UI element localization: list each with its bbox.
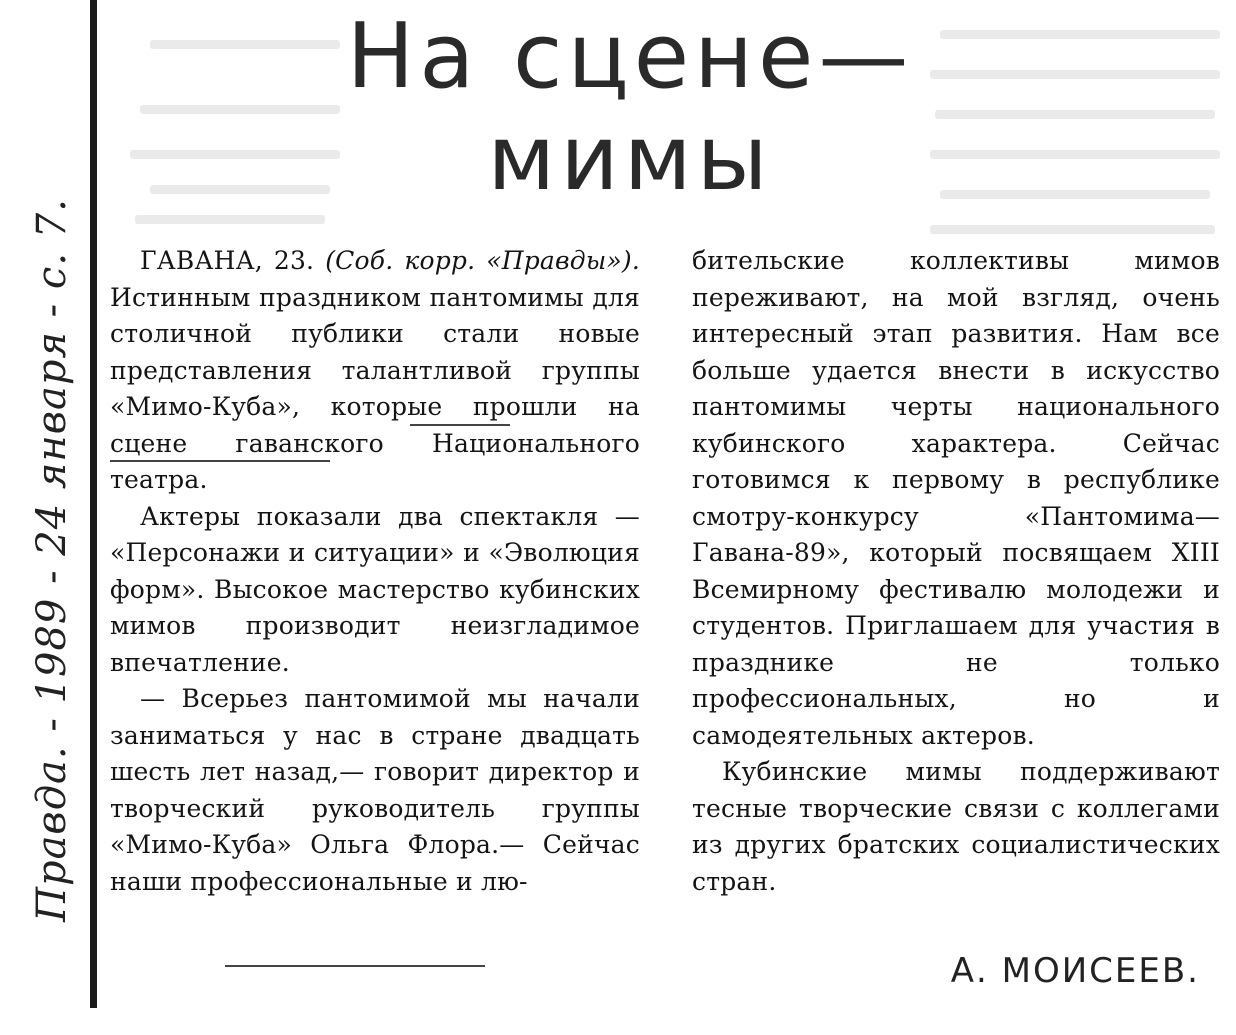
pencil-underline — [225, 965, 485, 967]
paragraph-quote-start: — Всерьез пантомимой мы начали заниматься у нас в стране двадцать шесть лет назад,— говорит директор и творческий руководитель группы «Мимо-Куба» Ольга Флора.— Сейчас наши профессиональные и лю- — [110, 684, 640, 896]
pencil-underline — [110, 460, 330, 462]
handwritten-source-note: Правда. - 1989 - 24 января - с. 7. — [29, 198, 75, 922]
author-signature: А. МОИСЕЕВ. — [950, 951, 1200, 991]
article-column-right — [692, 243, 1220, 900]
article-column-left — [110, 243, 640, 900]
dateline: ГАВАНА, 23. — [140, 246, 315, 275]
paragraph-quote-continued: бительские коллективы мимов переживают, на мой взгляд, очень интересный этап развития. Нам все больше удается внести в искусство пантомимы черты национального кубинского характера. Сейчас готовимся к первому в республике смотру-конкурсу «Пантомима—Гавана-89», который посвящаем XIII Всемирному фестивалю молодежи и студентов. Приглашаем для участия в празднике не только профессиональных, но и самодеятельных актеров. — [692, 246, 1220, 750]
headline-line-2: мимы — [487, 106, 773, 211]
pencil-underline — [410, 424, 510, 426]
correspondent-credit: (Соб. корр. «Правды»). — [325, 246, 640, 275]
article-headline — [300, 6, 960, 210]
lead-text: Истинным праздником пантомимы для столичной публики стали новые представления талантливой группы «Мимо-Куба», которые прошли на сцене гаванского Национального театра. — [110, 282, 640, 494]
paragraph-performances: Актеры показали два спектакля — «Персонажи и ситуации» и «Эволюция форм». Высокое мастерство кубинских мимов производит неизгладимое впечатление. — [110, 501, 640, 677]
margin-rule — [90, 0, 97, 1008]
paragraph-conclusion: Кубинские мимы поддерживают тесные творческие связи с коллегами из других братских социалистических стран. — [692, 757, 1220, 896]
headline-line-1: На сцене— — [346, 4, 914, 109]
